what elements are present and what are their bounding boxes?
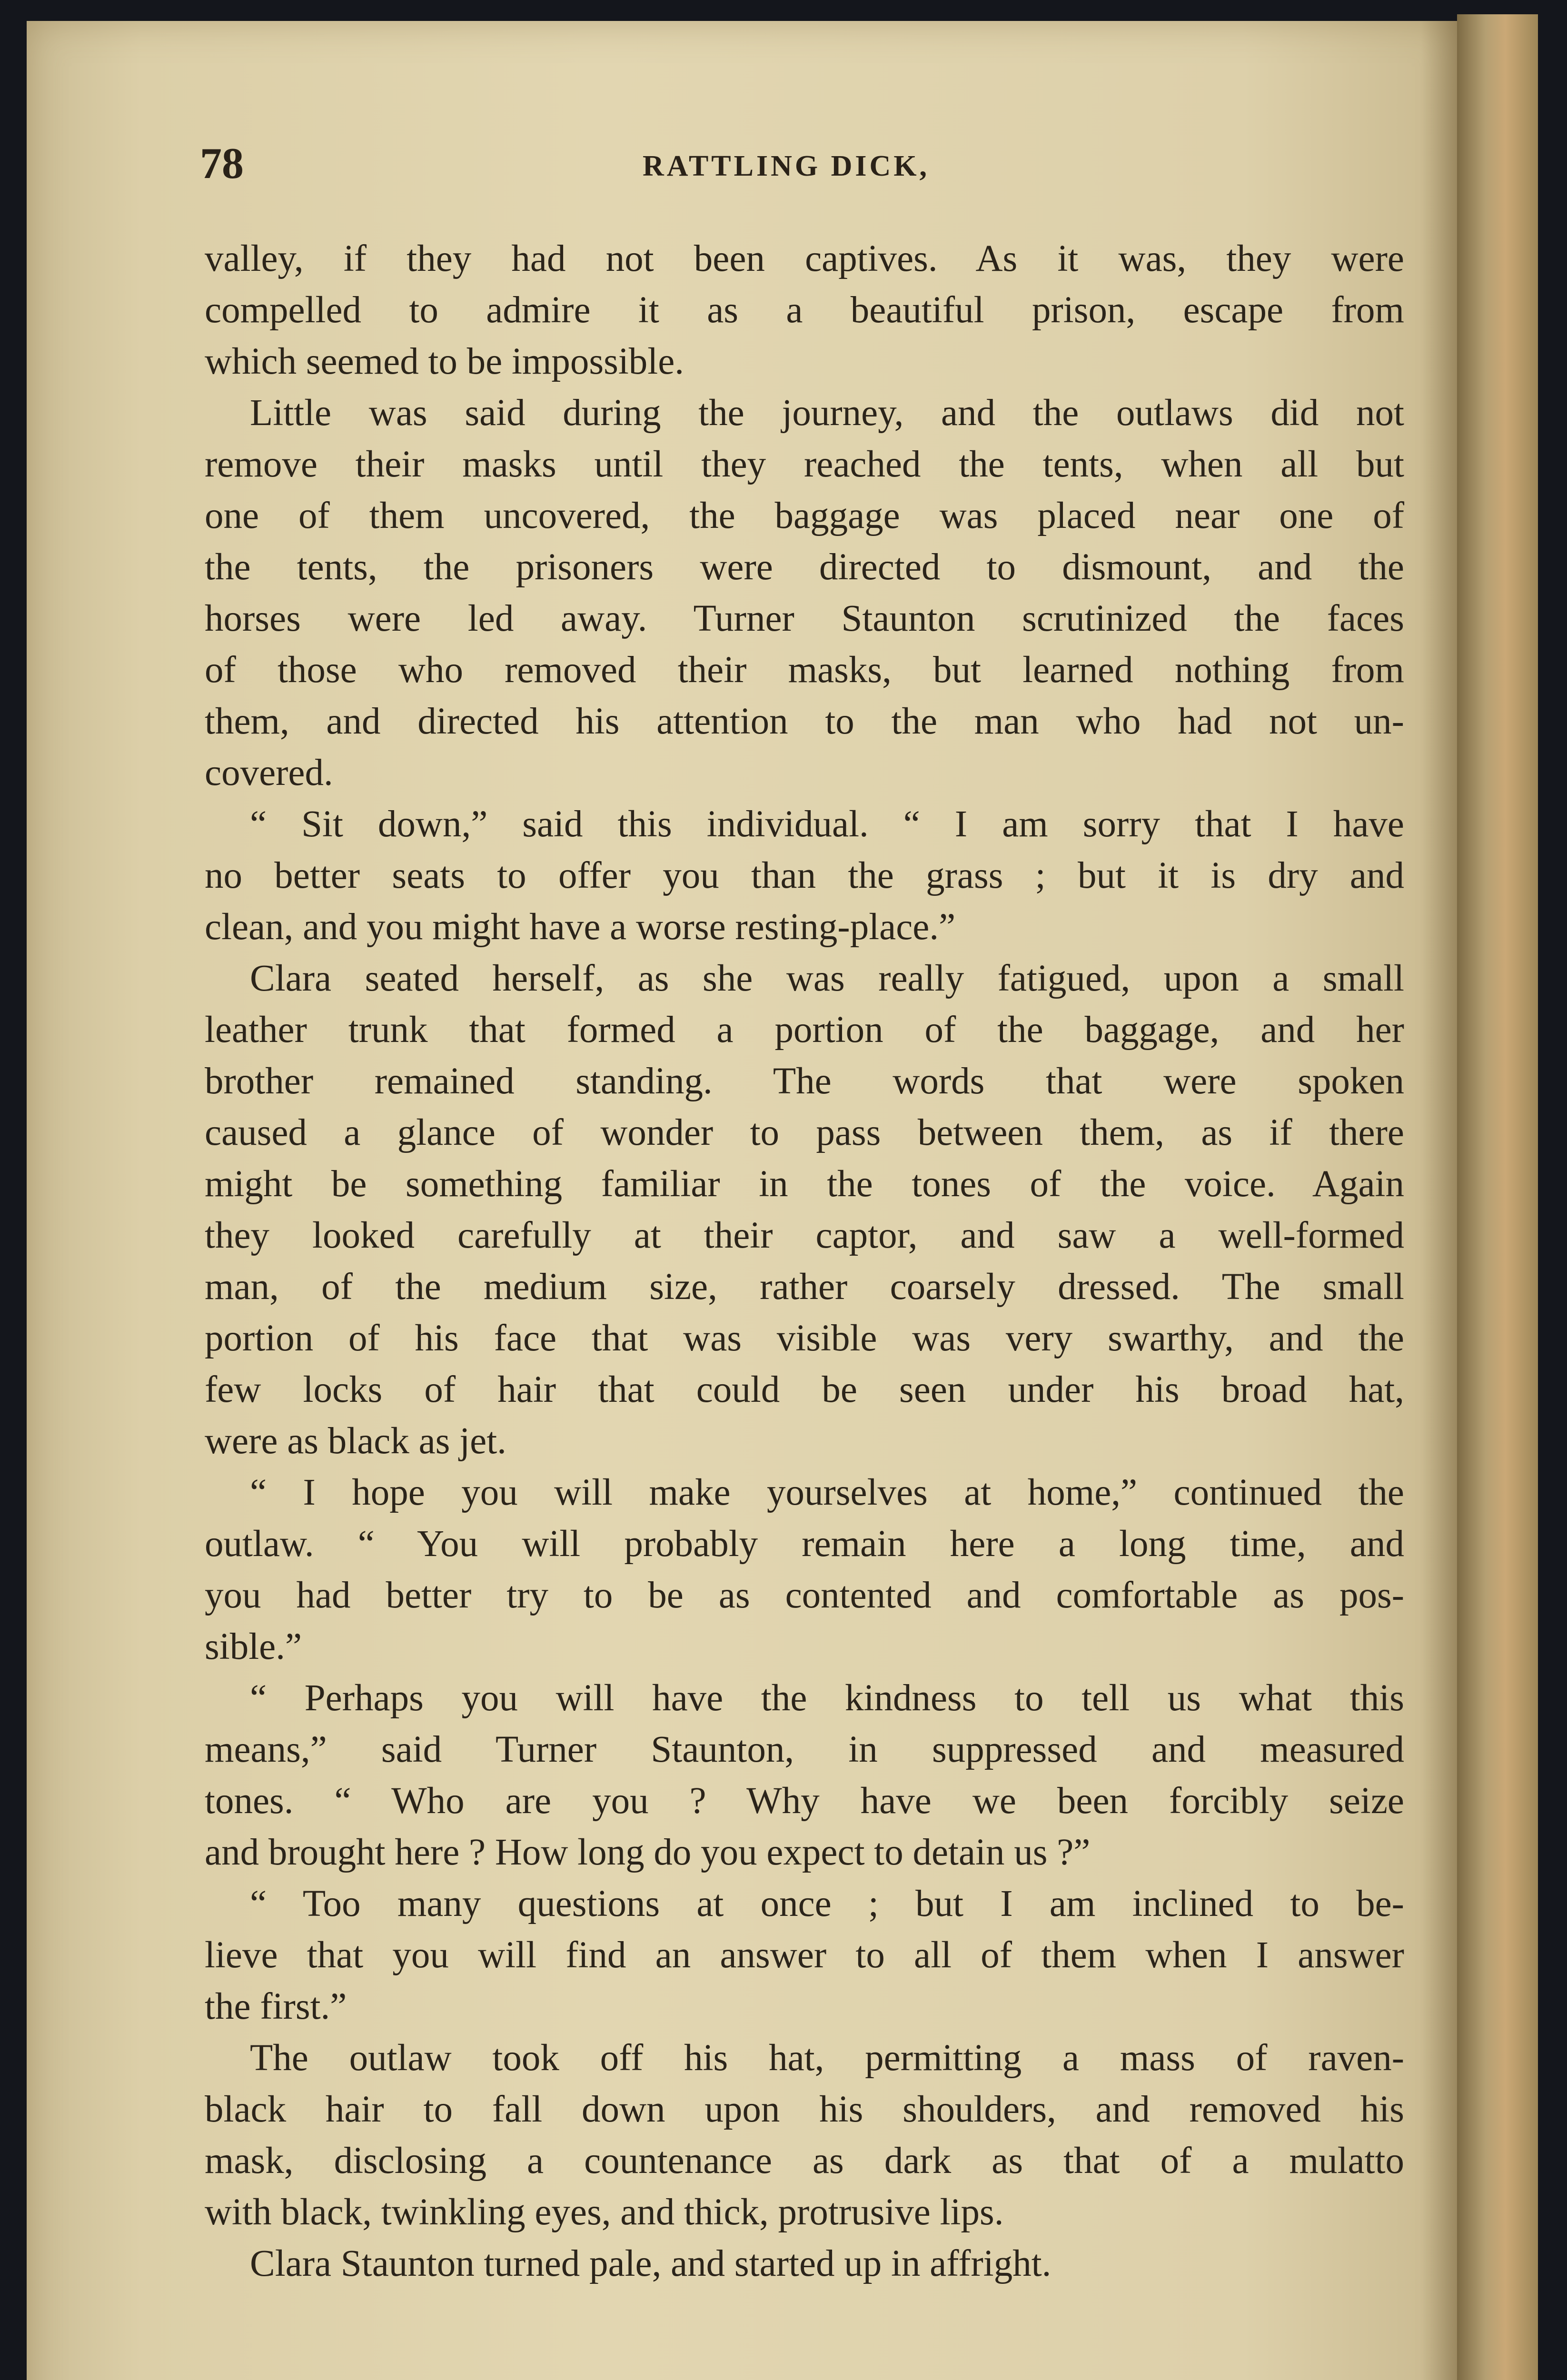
text-line: few locks of hair that could be seen under his broad hat, (205, 1369, 1404, 1410)
text-line: mask, disclosing a countenance as dark as that of a mulatto (205, 2140, 1404, 2182)
text-line: with black, twinkling eyes, and thick, protrusive lips. (205, 2192, 1004, 2233)
text-line: no better seats to offer you than the grass ; but it is dry and (205, 855, 1404, 896)
text-line: the first.” (205, 1986, 347, 2027)
text-line: remove their masks until they reached the tents, when all but (205, 444, 1404, 485)
text-line: clean, and you might have a worse resting-place.” (205, 906, 956, 948)
text-line: of those who removed their masks, but learned nothing from (205, 649, 1404, 691)
text-line: horses were led away. Turner Staunton scrutinized the faces (205, 598, 1404, 639)
next-page-edge (1457, 14, 1538, 2380)
text-line: portion of his face that was visible was very swarthy, and the (205, 1318, 1404, 1359)
body-text (205, 233, 1404, 2290)
text-line: might be something familiar in the tones of the voice. Again (205, 1163, 1404, 1205)
text-line: caused a glance of wonder to pass between them, as if there (205, 1112, 1404, 1153)
text-line: lieve that you will find an answer to all of them when I answer (205, 1934, 1404, 1976)
text-line: tones. “ Who are you ? Why have we been forcibly seize (205, 1780, 1404, 1822)
page-gutter-shadow (1421, 21, 1459, 2380)
text-line: “ Too many questions at once ; but I am inclined to be- (250, 1883, 1404, 1924)
text-line: one of them uncovered, the baggage was placed near one of (205, 495, 1404, 536)
text-line: “ Perhaps you will have the kindness to tell us what this (250, 1677, 1404, 1719)
text-line: black hair to fall down upon his shoulders, and removed his (205, 2089, 1404, 2130)
text-line: you had better try to be as contented and comfortable as pos- (205, 1575, 1404, 1616)
text-line: “ Sit down,” said this individual. “ I am sorry that I have (250, 803, 1404, 845)
text-line: Clara seated herself, as she was really fatigued, upon a small (250, 958, 1404, 999)
text-line: which seemed to be impossible. (205, 341, 684, 382)
text-line: covered. (205, 752, 333, 793)
text-line: and brought here ? How long do you expect to detain us ?” (205, 1832, 1091, 1873)
text-line: were as black as jet. (205, 1420, 506, 1462)
text-line: Clara Staunton turned pale, and started up in affright. (250, 2243, 1051, 2284)
text-line: the tents, the prisoners were directed to dismount, and the (205, 546, 1404, 588)
text-line: outlaw. “ You will probably remain here a long time, and (205, 1523, 1404, 1565)
text-line: them, and directed his attention to the man who had not un- (205, 701, 1404, 742)
running-title: RATTLING DICK, (643, 150, 930, 182)
text-line: compelled to admire it as a beautiful prison, escape from (205, 289, 1404, 331)
text-line: leather trunk that formed a portion of the baggage, and her (205, 1009, 1404, 1051)
text-line: sible.” (205, 1626, 302, 1667)
text-line: “ I hope you will make yourselves at home,” continued the (250, 1472, 1404, 1513)
running-header (200, 138, 1409, 195)
text-line: valley, if they had not been captives. As it was, they were (205, 238, 1404, 279)
text-line: means,” said Turner Staunton, in suppressed and measured (205, 1729, 1404, 1770)
text-line: brother remained standing. The words that were spoken (205, 1061, 1404, 1102)
text-line: man, of the medium size, rather coarsely dressed. The small (205, 1266, 1404, 1308)
text-line: Little was said during the journey, and the outlaws did not (250, 392, 1404, 434)
text-line: they looked carefully at their captor, and saw a well-formed (205, 1215, 1404, 1256)
page-number: 78 (200, 139, 244, 188)
text-line: The outlaw took off his hat, permitting a mass of raven- (250, 2037, 1404, 2079)
